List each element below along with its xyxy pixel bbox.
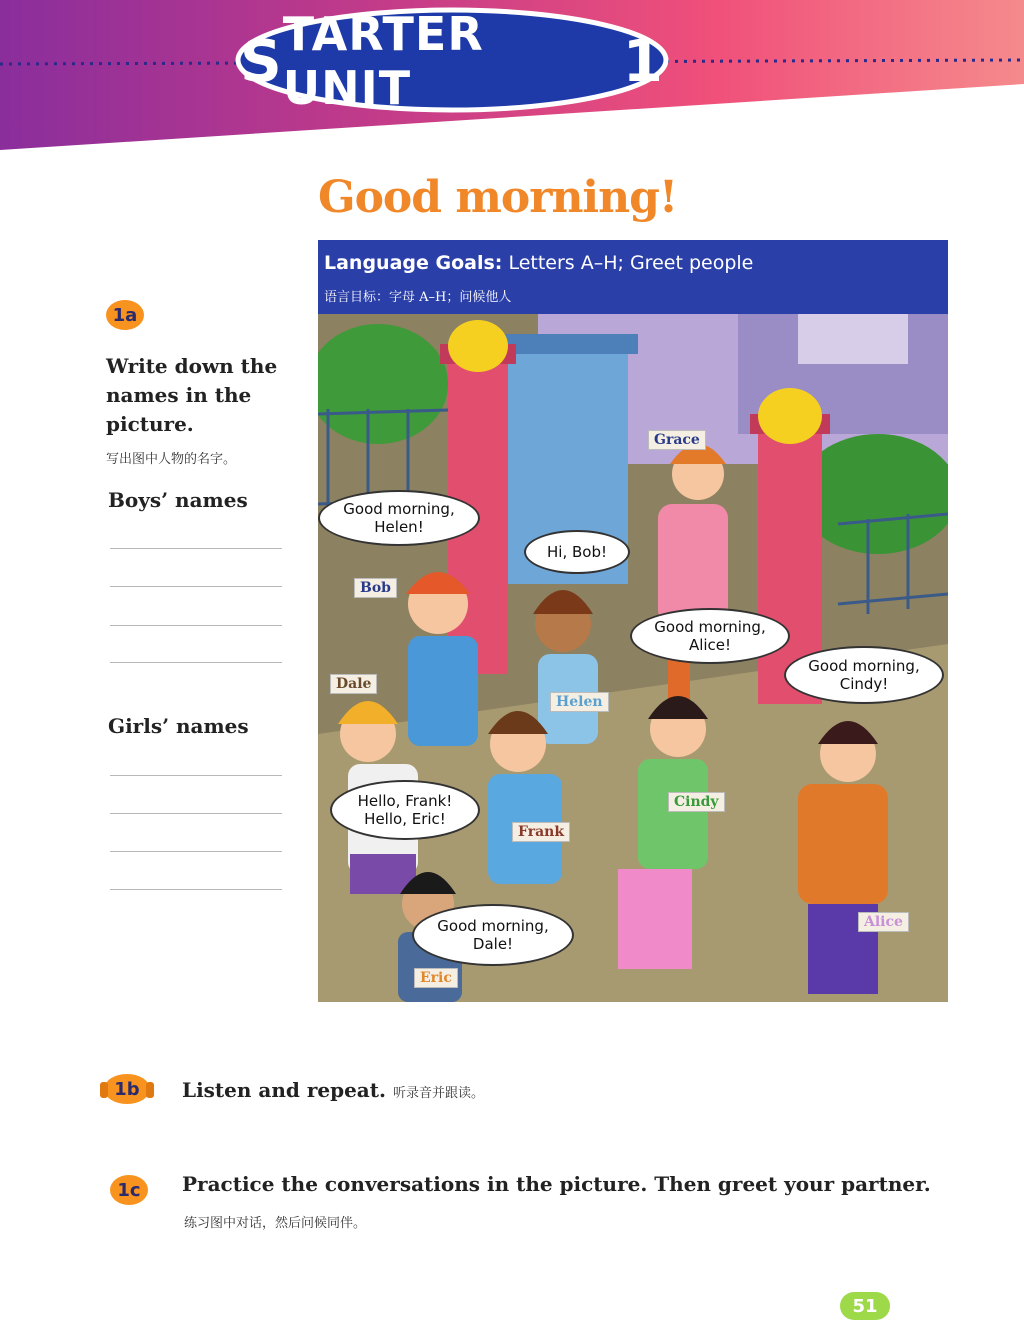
name-tag-eric: Eric (414, 968, 458, 988)
unit-banner (0, 0, 1024, 160)
boys-name-line-1[interactable] (110, 548, 282, 549)
boys-name-line-4[interactable] (110, 662, 282, 663)
unit-title-word: TARTER UNIT (282, 7, 484, 115)
boys-name-line-2[interactable] (110, 586, 282, 587)
girls-names-label: Girls’ names (108, 714, 249, 738)
bubble-3-line-1: Good morning, (654, 618, 766, 636)
bubble-2-line-1: Hi, Bob! (547, 543, 607, 561)
exercise-1c-instruction: Practice the conversations in the picture. Then greet your partner. (182, 1172, 931, 1196)
bubble-hello-frank-eric (330, 780, 480, 840)
exercise-badge-1a: 1a (106, 300, 144, 330)
bubble-hi-bob (524, 530, 630, 574)
page-title: Good morning! (318, 172, 678, 223)
exercise-badge-1b: 1b (104, 1074, 150, 1104)
unit-title-number: 1 (622, 27, 664, 95)
bubble-good-morning-cindy (784, 646, 944, 704)
name-tag-grace: Grace (648, 430, 706, 450)
page-number: 51 (840, 1292, 890, 1320)
language-goals-cn: 语言目标：字母 A–H；问候他人 (324, 290, 512, 305)
bubble-6-line-2: Dale! (472, 935, 514, 953)
bubble-5-line-2: Hello, Eric! (364, 810, 446, 828)
name-tag-helen: Helen (550, 692, 609, 712)
bubble-good-morning-alice (630, 608, 790, 664)
name-tag-frank: Frank (512, 822, 570, 842)
bubble-3-line-2: Alice! (688, 636, 732, 654)
bubble-good-morning-helen (318, 490, 480, 546)
name-tag-cindy: Cindy (668, 792, 725, 812)
name-tag-bob: Bob (354, 578, 397, 598)
bubble-5-line-1: Hello, Frank! (357, 792, 453, 810)
boys-names-label: Boys’ names (108, 488, 248, 512)
exercise-1c-instruction-cn: 练习图中对话，然后问候同伴。 (184, 1216, 367, 1231)
boys-name-line-3[interactable] (110, 625, 282, 626)
language-goals-text (324, 252, 753, 274)
exercise-1a-instruction: Write down the names in the picture. (106, 354, 278, 436)
name-tag-dale: Dale (330, 674, 377, 694)
language-goals-label: Language Goals: (324, 252, 503, 274)
girls-name-line-3[interactable] (110, 851, 282, 852)
name-tag-alice: Alice (858, 912, 909, 932)
bubble-good-morning-dale (412, 904, 574, 966)
language-goals-bar (318, 240, 948, 314)
unit-title-initial: S (240, 27, 283, 95)
exercise-badge-1c: 1c (110, 1175, 148, 1205)
bubble-4-line-1: Good morning, (808, 657, 920, 675)
bubble-4-line-2: Cindy! (839, 675, 889, 693)
kid-bob (406, 572, 478, 746)
girls-name-line-2[interactable] (110, 813, 282, 814)
bubble-1-line-1: Good morning, (343, 500, 455, 518)
exercise-1a-instruction-cn: 写出图中人物的名字。 (106, 452, 237, 467)
exercise-1b-instruction (182, 1078, 484, 1102)
bubble-1-line-2: Helen! (374, 518, 424, 536)
exercise-1b-text-cn: 听录音并跟读。 (392, 1086, 484, 1101)
exercise-1b-text: Listen and repeat. (182, 1078, 386, 1102)
bubble-6-line-1: Good morning, (437, 917, 549, 935)
girls-name-line-4[interactable] (110, 889, 282, 890)
unit-title (240, 7, 664, 115)
language-goals-value: Letters A–H; Greet people (508, 252, 754, 274)
illustration-panel (318, 240, 948, 1002)
girls-name-line-1[interactable] (110, 775, 282, 776)
kid-helen (533, 590, 598, 744)
